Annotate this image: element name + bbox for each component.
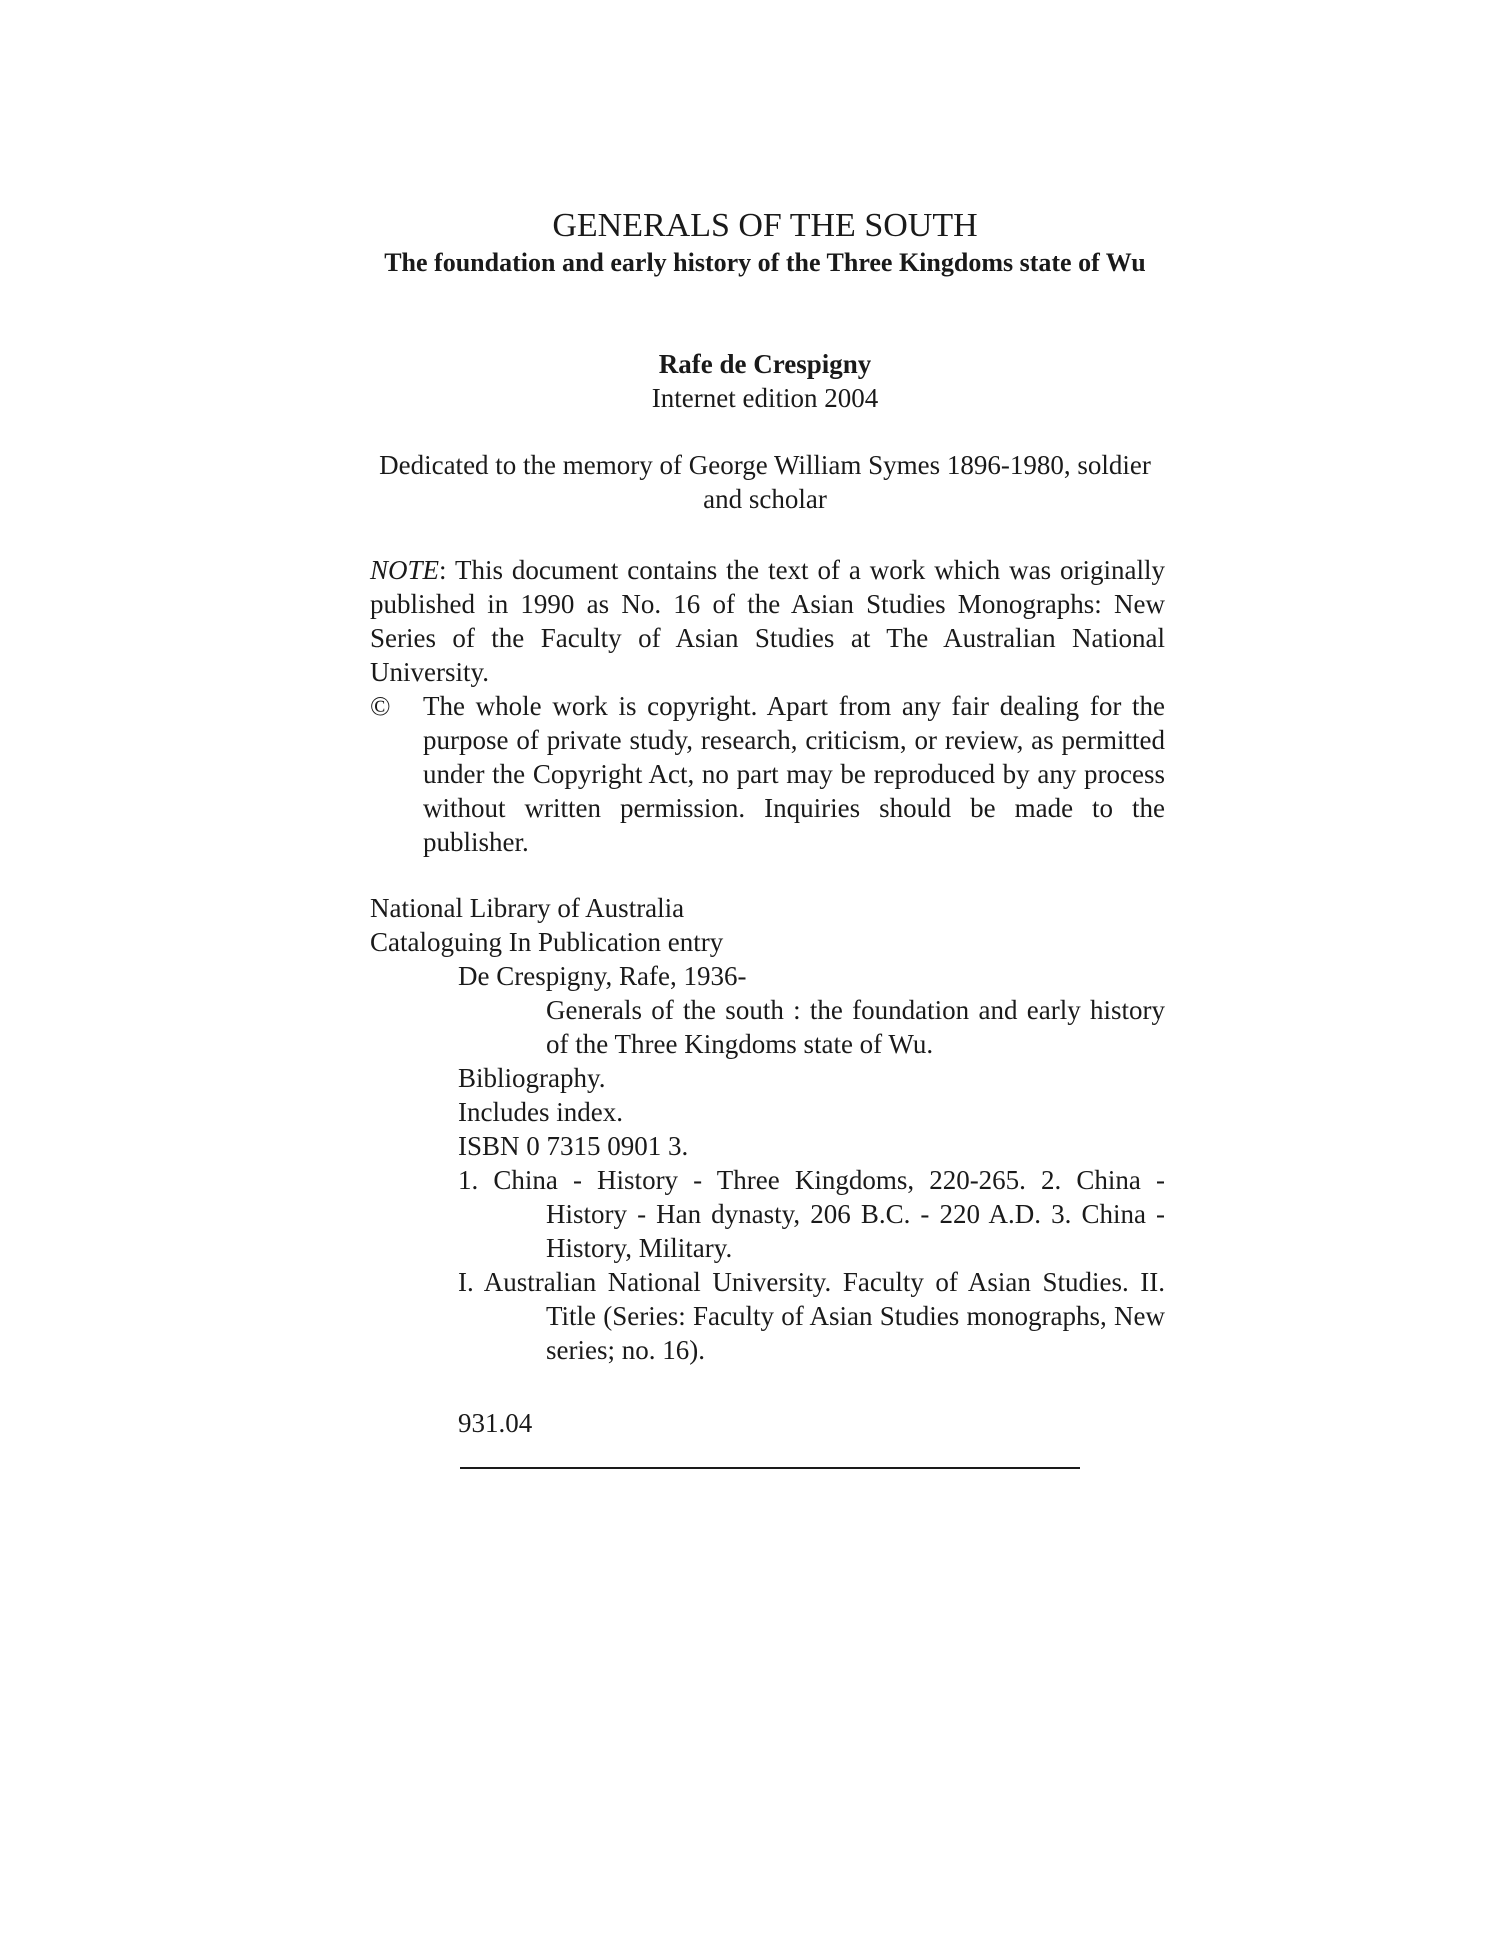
copyright-notice <box>370 689 1165 859</box>
copyright-symbol: © <box>370 691 391 721</box>
copyright-text: The whole work is copyright. Apart from any fair dealing for the purpose of private study, research, criticism, or review, as permitted under the Copyright Act, no part may be reproduced by any process without written permission. Inquiries should be made to the publisher. <box>423 691 1165 857</box>
cip-subjects: 1. China - History - Three Kingdoms, 220-265. 2. China - History - Han dynasty, 206 B.C. - 220 A.D. 3. China - History, Military. <box>458 1165 1165 1263</box>
cip-author-entry: De Crespigny, Rafe, 1936- <box>458 961 747 991</box>
note-text: : This document contains the text of a work which was originally published in 1990 as No. 16 of the Asian Studies Monographs: New Series of the Faculty of Asian Studies at The Australian National University. <box>370 555 1165 687</box>
divider-rule <box>460 1467 1080 1469</box>
author-name: Rafe de Crespigny <box>658 349 872 379</box>
cip-library: National Library of Australia <box>370 893 685 923</box>
publication-note <box>370 553 1165 689</box>
cip-bibliography: Bibliography. <box>458 1063 606 1093</box>
cip-entry-heading: Cataloguing In Publication entry <box>370 927 724 957</box>
cip-entry <box>370 891 1165 1367</box>
cip-isbn: ISBN 0 7315 0901 3. <box>458 1131 689 1161</box>
cip-added-entries: I. Australian National University. Faculty of Asian Studies. II. Title (Series: Faculty of Asian Studies monographs, New series; no. 16). <box>458 1267 1165 1365</box>
cip-index: Includes index. <box>458 1097 623 1127</box>
edition-line: Internet edition 2004 <box>651 383 879 413</box>
cip-title-entry: Generals of the south : the foundation and early history of the Three Kingdoms state of Wu. <box>546 995 1165 1059</box>
classification-number: 931.04 <box>458 1408 533 1438</box>
note-label: NOTE <box>370 555 440 585</box>
book-title: GENERALS OF THE SOUTH <box>552 207 978 244</box>
dedication: Dedicated to the memory of George William Symes 1896-1980, soldier and scholar <box>379 450 1151 514</box>
book-subtitle: The foundation and early history of the Three Kingdoms state of Wu <box>384 248 1146 277</box>
